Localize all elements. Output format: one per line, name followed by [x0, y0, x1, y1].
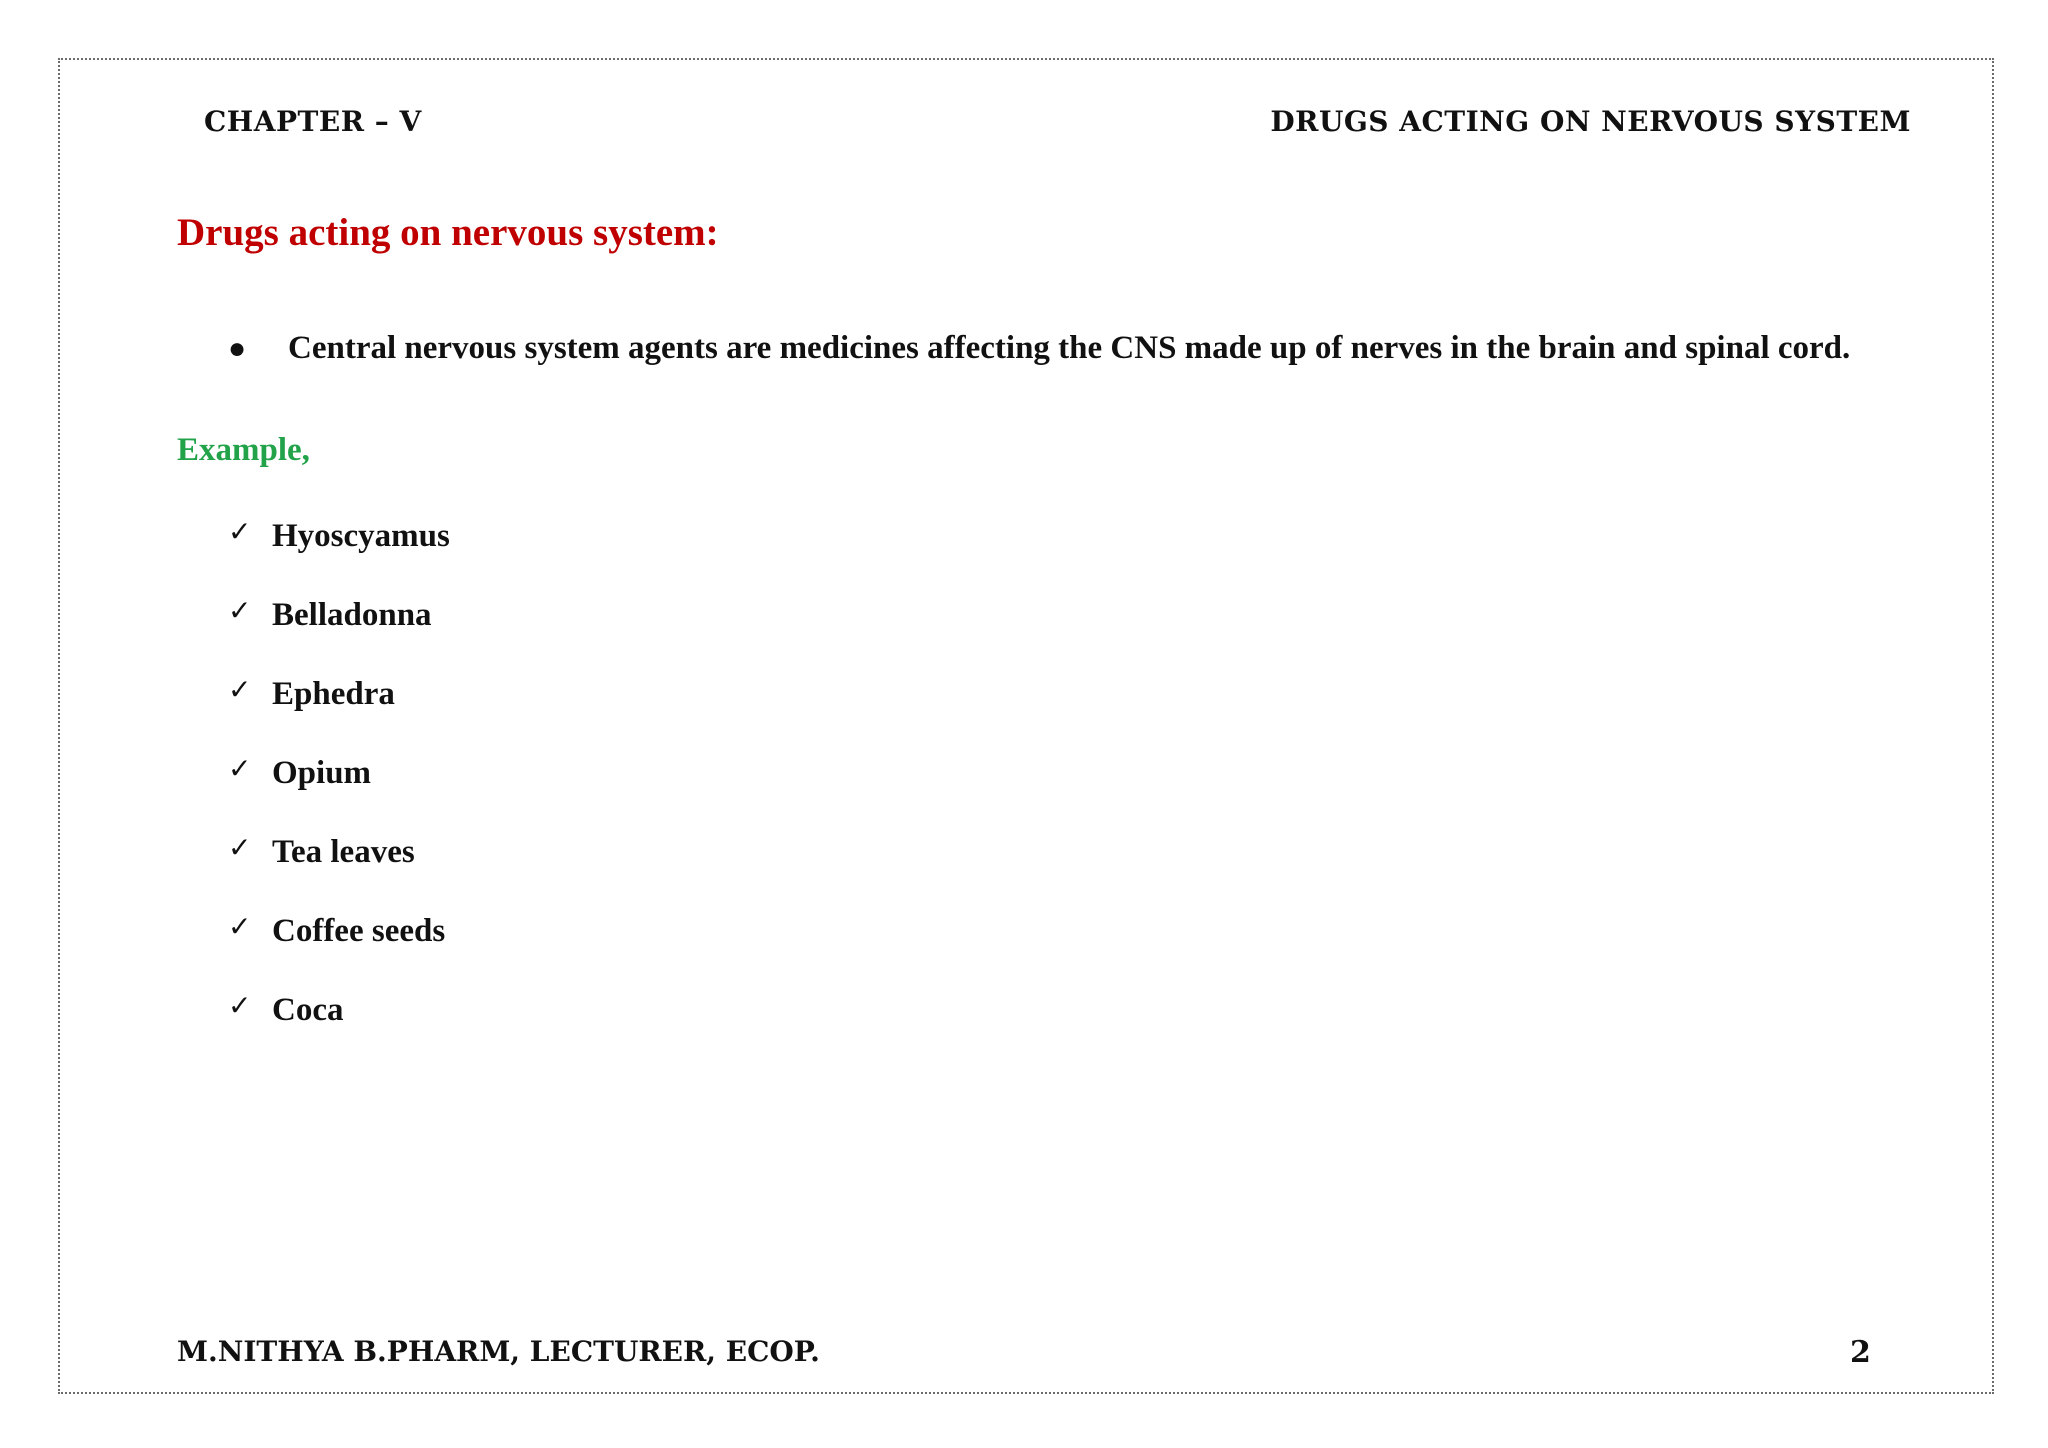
footer-author: M.NITHYA B.PHARM, LECTURER, ECOP.: [177, 1335, 820, 1368]
bullet-text: Central nervous system agents are medicines affecting the CNS made up of nerves in the brain and spinal cord.: [288, 330, 1851, 366]
list-item-text: Ephedra: [272, 676, 395, 712]
example-label: Example,: [177, 432, 310, 468]
bullet-dot-icon: ●: [228, 332, 247, 365]
list-item: [228, 670, 450, 749]
list-item-text: Coca: [272, 992, 344, 1028]
example-list: [228, 512, 450, 1065]
list-item: [228, 907, 450, 986]
list-item-text: Hyoscyamus: [272, 518, 450, 554]
bullet-item: [228, 330, 1850, 367]
list-item-text: Coffee seeds: [272, 913, 446, 949]
check-mark-icon: ✓: [228, 831, 252, 864]
list-item-text: Belladonna: [272, 597, 432, 633]
header-chapter: CHAPTER – V: [204, 105, 422, 138]
check-mark-icon: ✓: [228, 515, 252, 548]
list-item: [228, 986, 450, 1065]
page-number: 2: [1850, 1335, 1871, 1370]
header-topic: DRUGS ACTING ON NERVOUS SYSTEM: [1270, 105, 1911, 138]
list-item-text: Opium: [272, 755, 372, 791]
check-mark-icon: ✓: [228, 673, 252, 706]
check-mark-icon: ✓: [228, 910, 252, 943]
section-title: Drugs acting on nervous system:: [177, 211, 719, 254]
check-mark-icon: ✓: [228, 752, 252, 785]
list-item: [228, 828, 450, 907]
list-item-text: Tea leaves: [272, 834, 415, 870]
list-item: [228, 512, 450, 591]
check-mark-icon: ✓: [228, 989, 252, 1022]
list-item: [228, 749, 450, 828]
list-item: [228, 591, 450, 670]
check-mark-icon: ✓: [228, 594, 252, 627]
